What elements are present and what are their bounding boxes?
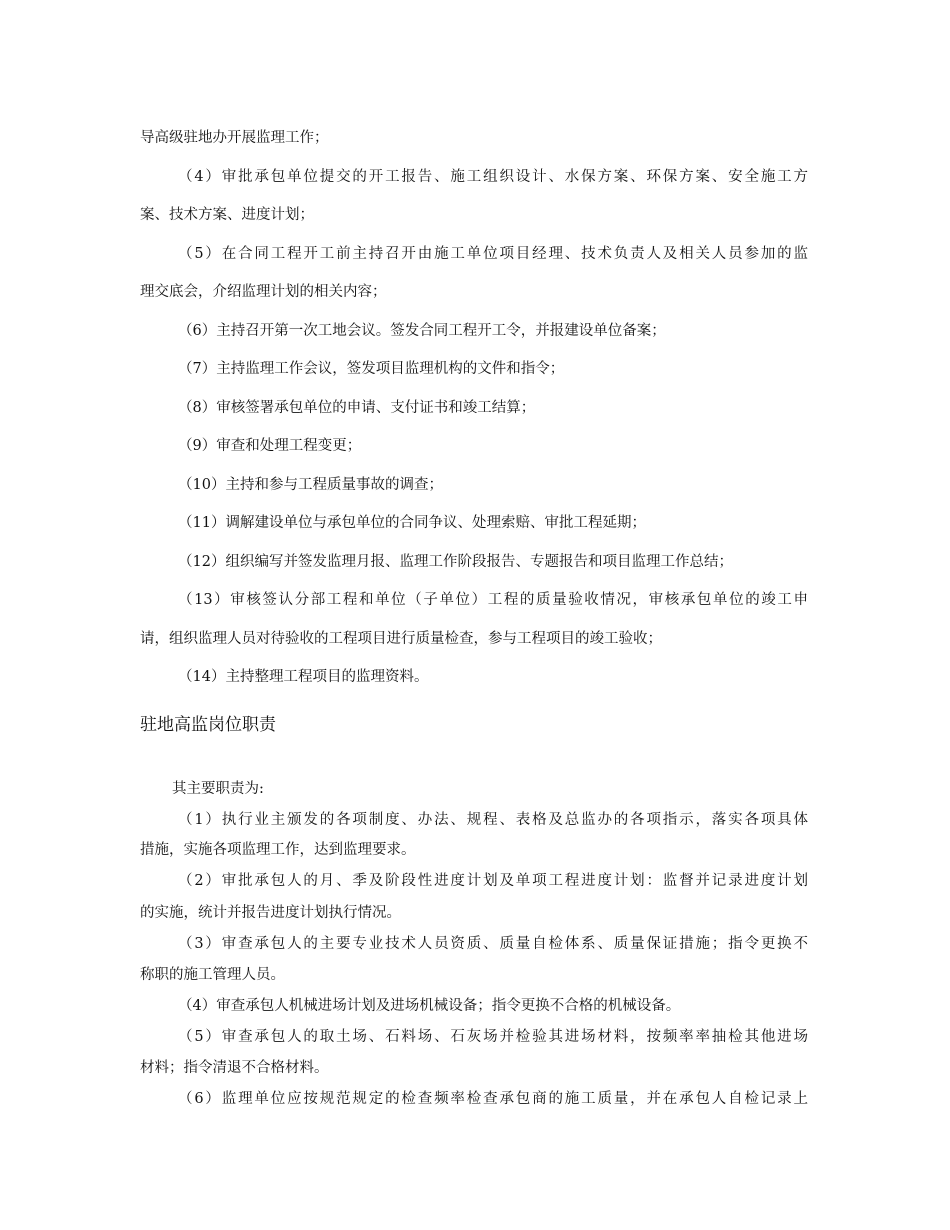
section-heading: 驻地高监岗位职责	[140, 715, 276, 735]
paragraph-line: 措施，实施各项监理工作，达到监理要求。	[140, 842, 416, 858]
intro-line: 其主要职责为:	[172, 781, 264, 797]
paragraph-line: 材料；指令清退不合格材料。	[140, 1060, 329, 1076]
paragraph-line: （14）主持整理工程项目的监理资料。	[178, 669, 429, 685]
paragraph-line: （6）主持召开第一次工地会议。签发合同工程开工令，并报建设单位备案；	[178, 323, 666, 339]
paragraph-line: 理交底会，介绍监理计划的相关内容；	[140, 284, 387, 300]
paragraph-line: 案、技术方案、进度计划；	[140, 207, 314, 223]
paragraph-line: 的实施，统计并报告进度计划执行情况。	[140, 905, 401, 921]
paragraph-line: （1）执行业主颁发的各项制度、办法、规程、表格及总监办的各项指示，落实各项具体	[178, 812, 808, 828]
paragraph-line: （5）审查承包人的取土场、石料场、石灰场并检验其进场材料，按频率率抽检其他进场	[178, 1029, 808, 1045]
paragraph-line: （13）审核签认分部工程和单位（子单位）工程的质量验收情况，审核承包单位的竣工申	[178, 592, 808, 608]
paragraph-line: （4）审查承包人机械进场计划及进场机械设备；指令更换不合格的机械设备。	[178, 998, 681, 1014]
paragraph-line: （4）审批承包单位提交的开工报告、施工组织设计、水保方案、环保方案、安全施工方	[178, 169, 808, 185]
paragraph-line: （9）审查和处理工程变更；	[178, 438, 362, 454]
paragraph-line: （2）审批承包人的月、季及阶段性进度计划及单项工程进度计划：监督并记录进度计划	[178, 873, 808, 889]
paragraph-line: （8）审核签署承包单位的申请、支付证书和竣工结算；	[178, 400, 536, 416]
paragraph-line: （6）监理单位应按规范规定的检查频率检查承包商的施工质量，并在承包人自检记录上	[178, 1091, 808, 1107]
paragraph-line: 导高级驻地办开展监理工作；	[140, 130, 329, 146]
paragraph-line: （10）主持和参与工程质量事故的调查；	[178, 477, 443, 493]
paragraph-line: （7）主持监理工作会议，签发项目监理机构的文件和指令；	[178, 361, 565, 377]
paragraph-line: （11）调解建设单位与承包单位的合同争议、处理索赔、审批工程延期；	[178, 515, 646, 531]
paragraph-line: （12）组织编写并签发监理月报、监理工作阶段报告、专题报告和项目监理工作总结；	[178, 554, 733, 570]
paragraph-line: 称职的施工管理人员。	[140, 967, 285, 983]
paragraph-line: （5）在合同工程开工前主持召开由施工单位项目经理、技术负责人及相关人员参加的监	[178, 246, 808, 262]
paragraph-line: （3）审查承包人的主要专业技术人员资质、质量自检体系、质量保证措施；指令更换不	[178, 936, 808, 952]
paragraph-line: 请，组织监理人员对待验收的工程项目进行质量检查，参与工程项目的竣工验收；	[140, 631, 662, 647]
